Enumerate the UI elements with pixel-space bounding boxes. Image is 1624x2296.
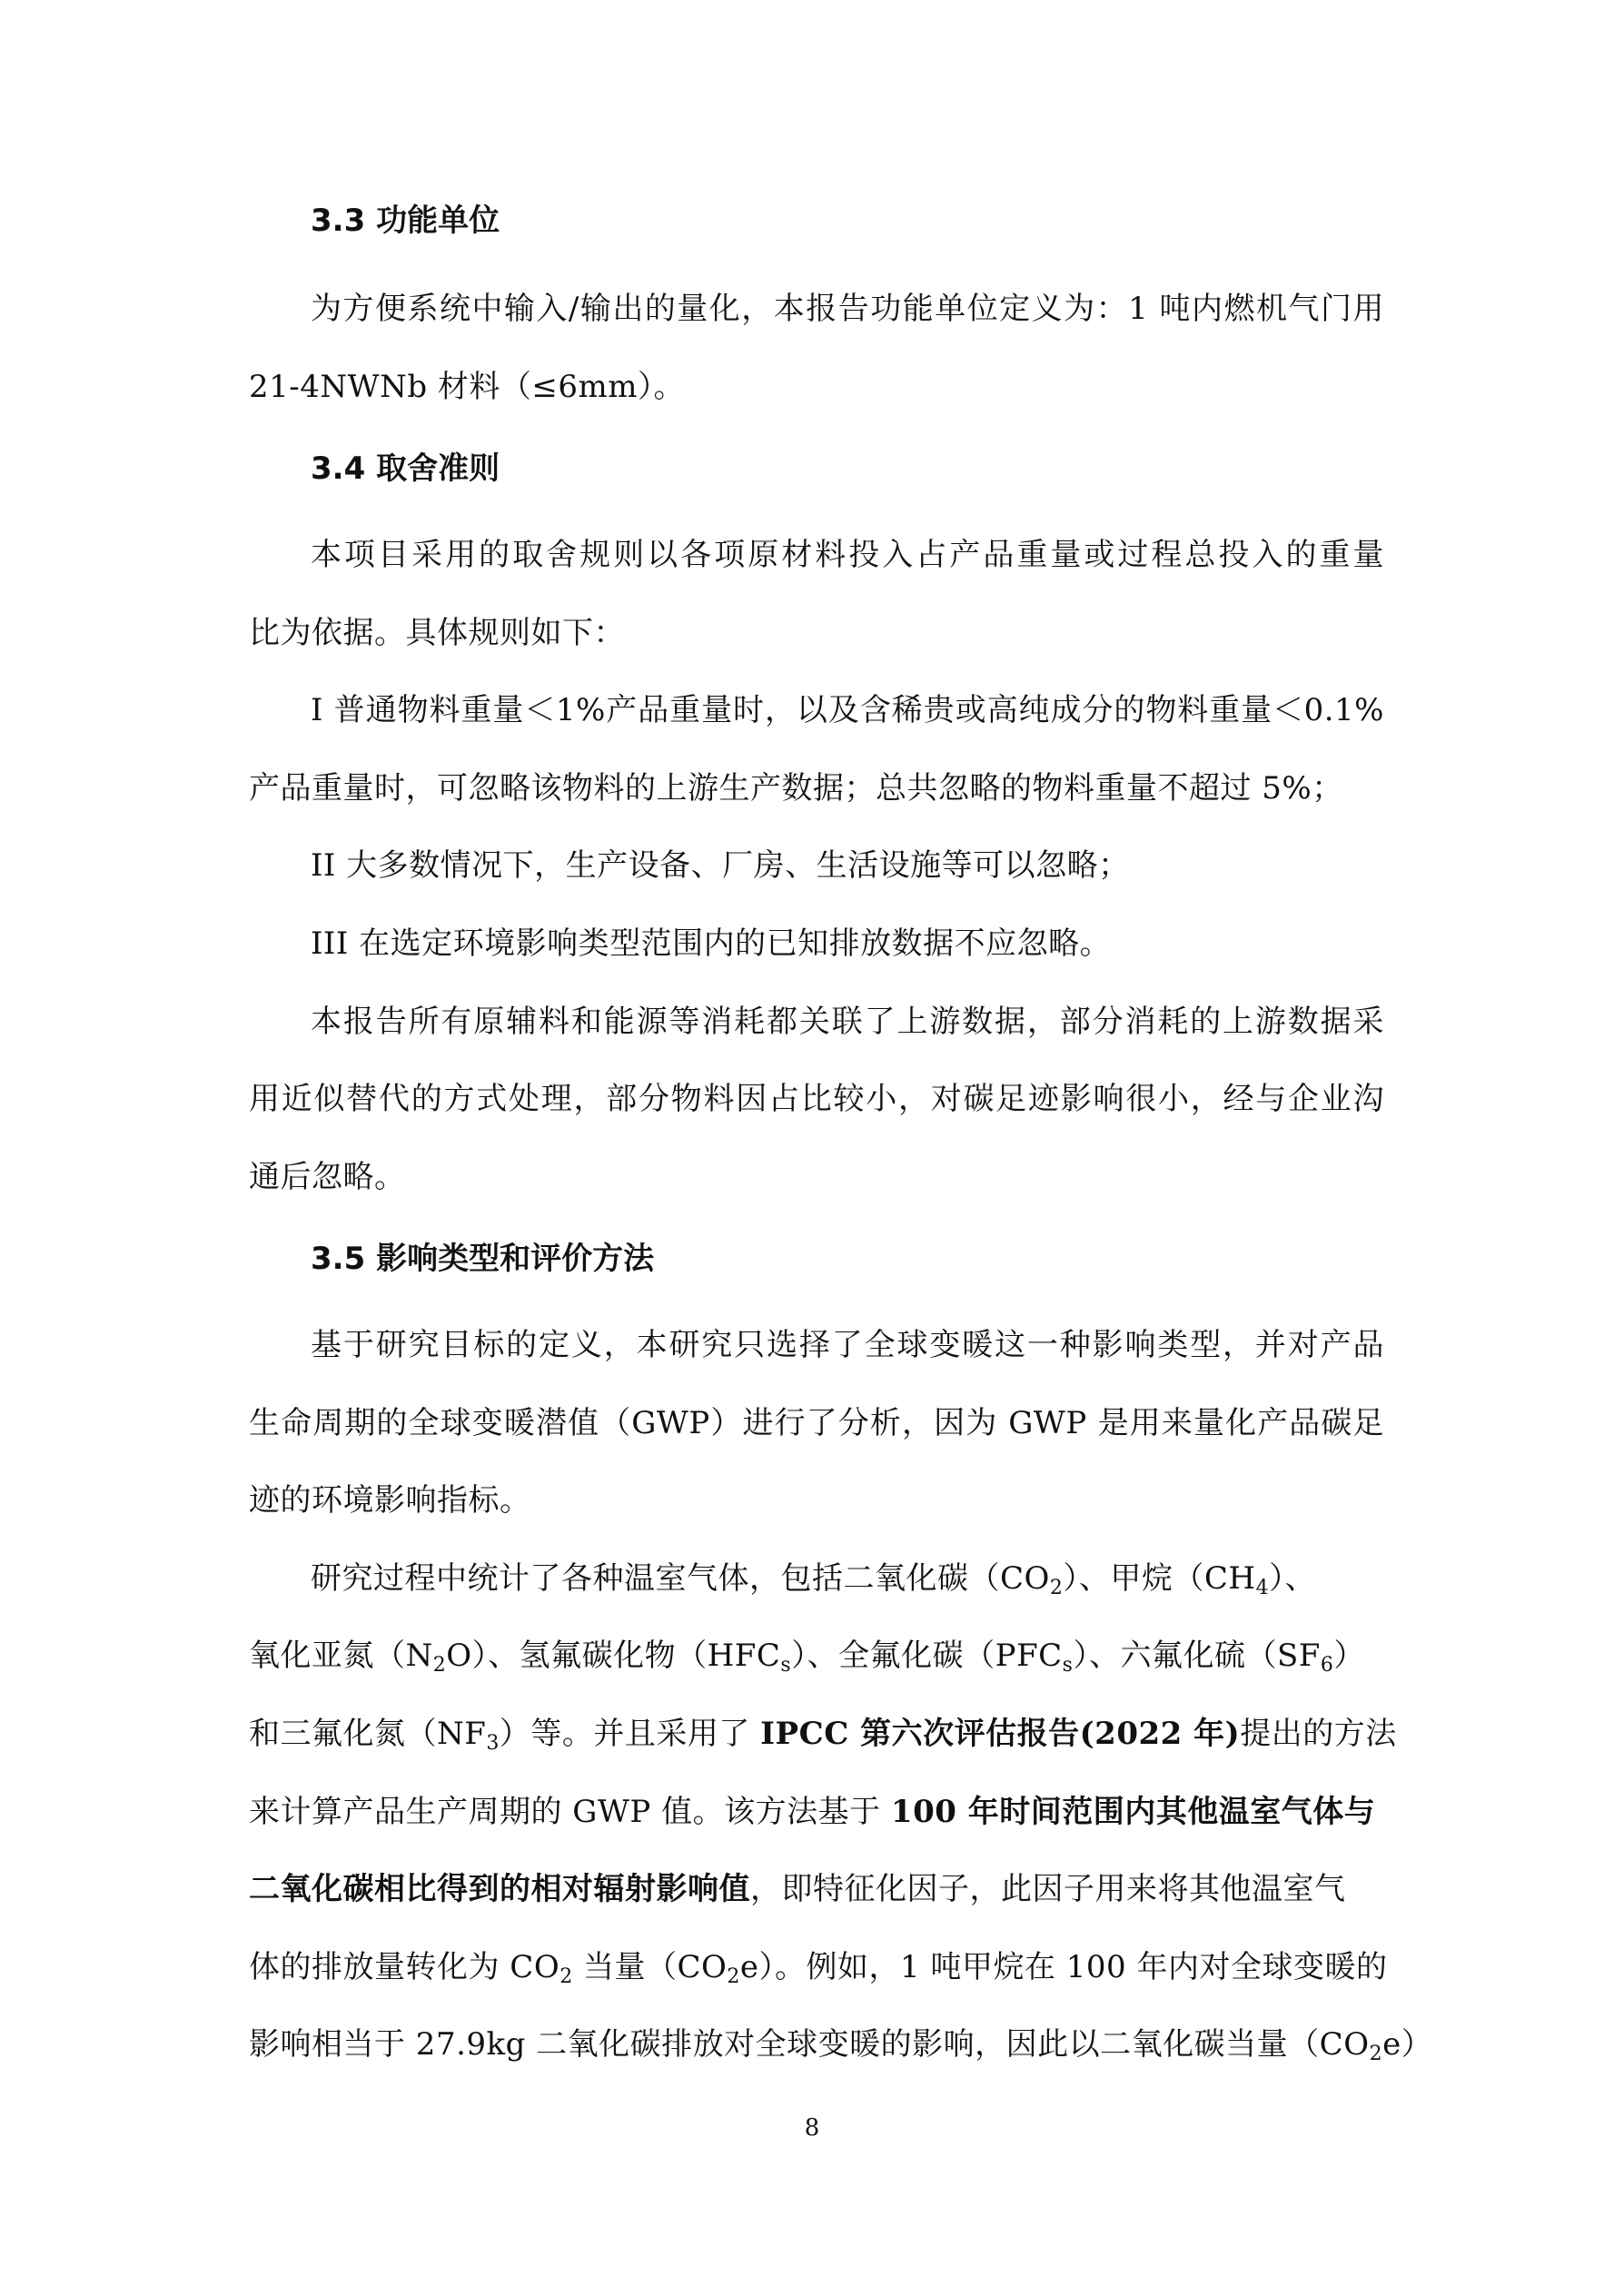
paragraph-line: 本报告所有原辅料和能源等消耗都关联了上游数据，部分消耗的上游数据采 xyxy=(311,1004,1384,1040)
paragraph-line: 来计算产品生产周期的 GWP 值。该方法基于 100 年时间范围内其他温室气体与 xyxy=(249,1794,1376,1830)
rule-line: II 大多数情况下，生产设备、厂房、生活设施等可以忽略； xyxy=(311,847,1130,884)
paragraph-line: 二氧化碳相比得到的相对辐射影响值，即特征化因子，此因子用来将其他温室气 xyxy=(249,1871,1346,1907)
rule-line: 产品重量时，可忽略该物料的上游生产数据；总共忽略的物料重量不超过 5%； xyxy=(249,770,1343,807)
heading-3-4: 3.4 取舍准则 xyxy=(311,450,500,487)
bold-phrase: 100 年时间范围内其他温室气体与 xyxy=(890,1794,1376,1830)
paragraph-line: 生命周期的全球变暖潜值（GWP）进行了分析，因为 GWP 是用来量化产品碳足 xyxy=(249,1405,1384,1441)
paragraph-line: 和三氟化氮$(NF_3)$等。并且采用了 IPCC 第六次评估报告(2022 年)提出的方法 xyxy=(249,1716,1397,1755)
paragraph-line: 基于研究目标的定义，本研究只选择了全球变暖这一种影响类型，并对产品 xyxy=(311,1327,1384,1363)
paragraph-line: 用近似替代的方式处理，部分物料因占比较小，对碳足迹影响很小，经与企业沟 xyxy=(249,1081,1384,1117)
heading-3-5: 3.5 影响类型和评价方法 xyxy=(311,1241,655,1277)
paragraph-line: 本项目采用的取舍规则以各项原材料投入占产品重量或过程总投入的重量 xyxy=(311,537,1384,573)
paragraph-line: 影响相当于 27.9kg 二氧化碳排放对全球变暖的影响，因此以二氧化碳当量$(CO_2e)$ xyxy=(249,2026,1433,2065)
rule-line: I 普通物料重量＜1%产品重量时，以及含稀贵或高纯成分的物料重量＜0.1% xyxy=(311,692,1384,728)
rule-line: III 在选定环境影响类型范围内的已知排放数据不应忽略。 xyxy=(311,925,1112,962)
paragraph-line: 比为依据。具体规则如下： xyxy=(249,615,625,651)
paragraph-line: 体的排放量转化为 $CO_2$ 当量$(CO_2e)$。例如，1 吨甲烷在 100 年内对全球变暖的 xyxy=(249,1949,1388,1988)
page-number: 8 xyxy=(804,2114,820,2142)
paragraph-line: 迹的环境影响指标。 xyxy=(249,1482,531,1519)
paragraph-line: 研究过程中统计了各种温室气体，包括二氧化碳$(CO_2)$、甲烷$(CH_4)$、 xyxy=(311,1560,1317,1599)
paragraph-line: 氧化亚氮$(N_2O)$、氢氟碳化物$(HFC_s)$、全氟化碳$(PFC_s)$、六氟化硫$(SF_6)$ xyxy=(249,1638,1365,1677)
paragraph-line: 为方便系统中输入/输出的量化，本报告功能单位定义为：1 吨内燃机气门用 xyxy=(311,291,1384,327)
paragraph-line: 通后忽略。 xyxy=(249,1159,406,1195)
heading-3-3: 3.3 功能单位 xyxy=(311,203,500,239)
paragraph-line: 21-4NWNb 材料（≤6mm）。 xyxy=(249,369,686,405)
bold-reference: IPCC 第六次评估报告(2022 年) xyxy=(760,1716,1241,1752)
bold-phrase: 二氧化碳相比得到的相对辐射影响值 xyxy=(249,1871,750,1907)
